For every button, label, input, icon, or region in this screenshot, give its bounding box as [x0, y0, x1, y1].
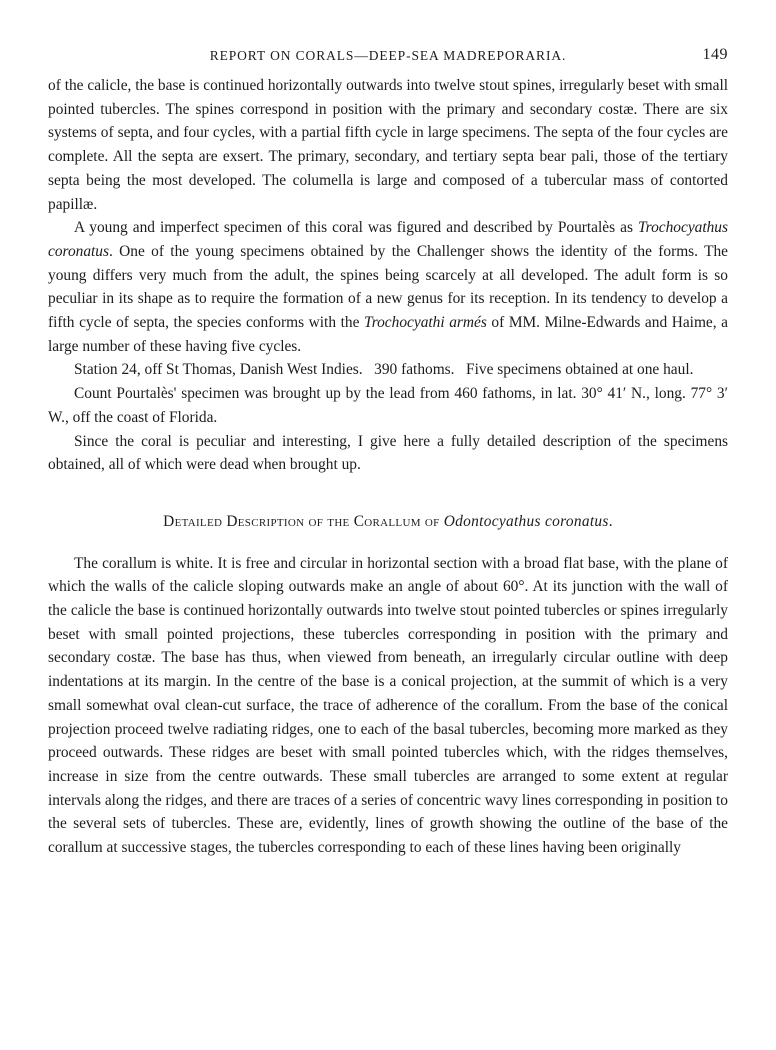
heading-period: . — [608, 512, 613, 530]
text-run: A young and imperfect specimen of this coral was figured and described by Pourtalès as — [74, 219, 638, 237]
running-title: REPORT ON CORALS—DEEP-SEA MADREPORARIA. — [209, 48, 567, 63]
page-number: 149 — [702, 46, 728, 63]
paragraph-continuation: of the calicle, the base is continued horizontally outwards into twelve stout spines, irregularly beset with small pointed tubercles. The spines correspond in position with the primary and secondary costæ. There are six systems of septa, and four cycles, with a partial fifth cycle in large specimens. The septa of the four cycles are complete. All the septa are exsert. The primary, secondary, and tertiary septa bear pali, those of the tertiary septa being the most developed. The columella is large and composed of a tubercular mass of contorted papillæ. — [48, 77, 728, 213]
paragraph-intro-description: Since the coral is peculiar and interesting, I give here a fully detailed description of the specimens obtained, all of which were dead when brought up. — [48, 432, 728, 474]
paragraph-pourtales-specimen — [48, 216, 728, 358]
heading-species: Odontocyathus coronatus — [443, 512, 609, 530]
paragraph-station: Station 24, off St Thomas, Danish West Indies. 390 fathoms. Five specimens obtained at one haul. — [74, 361, 694, 379]
text-run: of MM. Milne-Edwards and Haime, a large number of these having five cycles. — [48, 314, 729, 355]
running-header — [48, 44, 728, 74]
genus-group-name: Trochocyathi armés — [363, 314, 487, 332]
paragraph-locality: Count Pourtalès' specimen was brought up by the lead from 460 fathoms, in lat. 30° 41′ N., long. 77° 3′ W., off the coast of Florida. — [48, 385, 728, 426]
text-run: . One of the young specimens obtained by the Challenger shows the identity of the forms. The young differs very much from the adult, the spines being scarcely at all developed. The adult form is so peculiar in its shape as to require the formation of a new genus for its reception. In its tendency to develop a fifth cycle of septa, the species conforms with the — [48, 242, 728, 332]
paragraph-corallum-description: The corallum is white. It is free and circular in horizontal section with a broad flat base, with the plane of which the walls of the calicle sloping outwards make an angle of about 60°. At its junction with the wall of the calicle the base is continued horizontally outwards into twelve stout pointed tubercles or spines irregularly beset with small pointed projections, these tubercles corresponding in position with the primary and secondary costæ. The base has thus, when viewed from beneath, an irregularly circular outline with deep indentations at its margin. In the centre of the base is a conical projection, at the summit of which is a very small somewhat oval clean-cut surface, the trace of adherence of the corallum. From the base of the conical projection proceed twelve radiating ridges, one to each of the basal tubercles, becoming more marked as they proceed outwards. These ridges are beset with small pointed tubercles which, with the ridges themselves, increase in size from the centre outwards. These small tubercles are arranged to some extent at regular intervals along the ridges, and there are traces of a series of concentric wavy lines corresponding in position to the several sets of tubercles. These are, evidently, lines of growth showing the outline of the base of the corallum at successive stages, the tubercles corresponding to each of these lines having been originally — [48, 554, 728, 857]
species-name: Trochocyathus coronatus — [48, 219, 728, 260]
intro-text — [48, 74, 728, 477]
heading-text: Detailed Description of the Corallum of — [163, 512, 444, 530]
section-body — [48, 552, 728, 860]
book-page — [48, 44, 728, 860]
section-heading — [48, 510, 728, 534]
